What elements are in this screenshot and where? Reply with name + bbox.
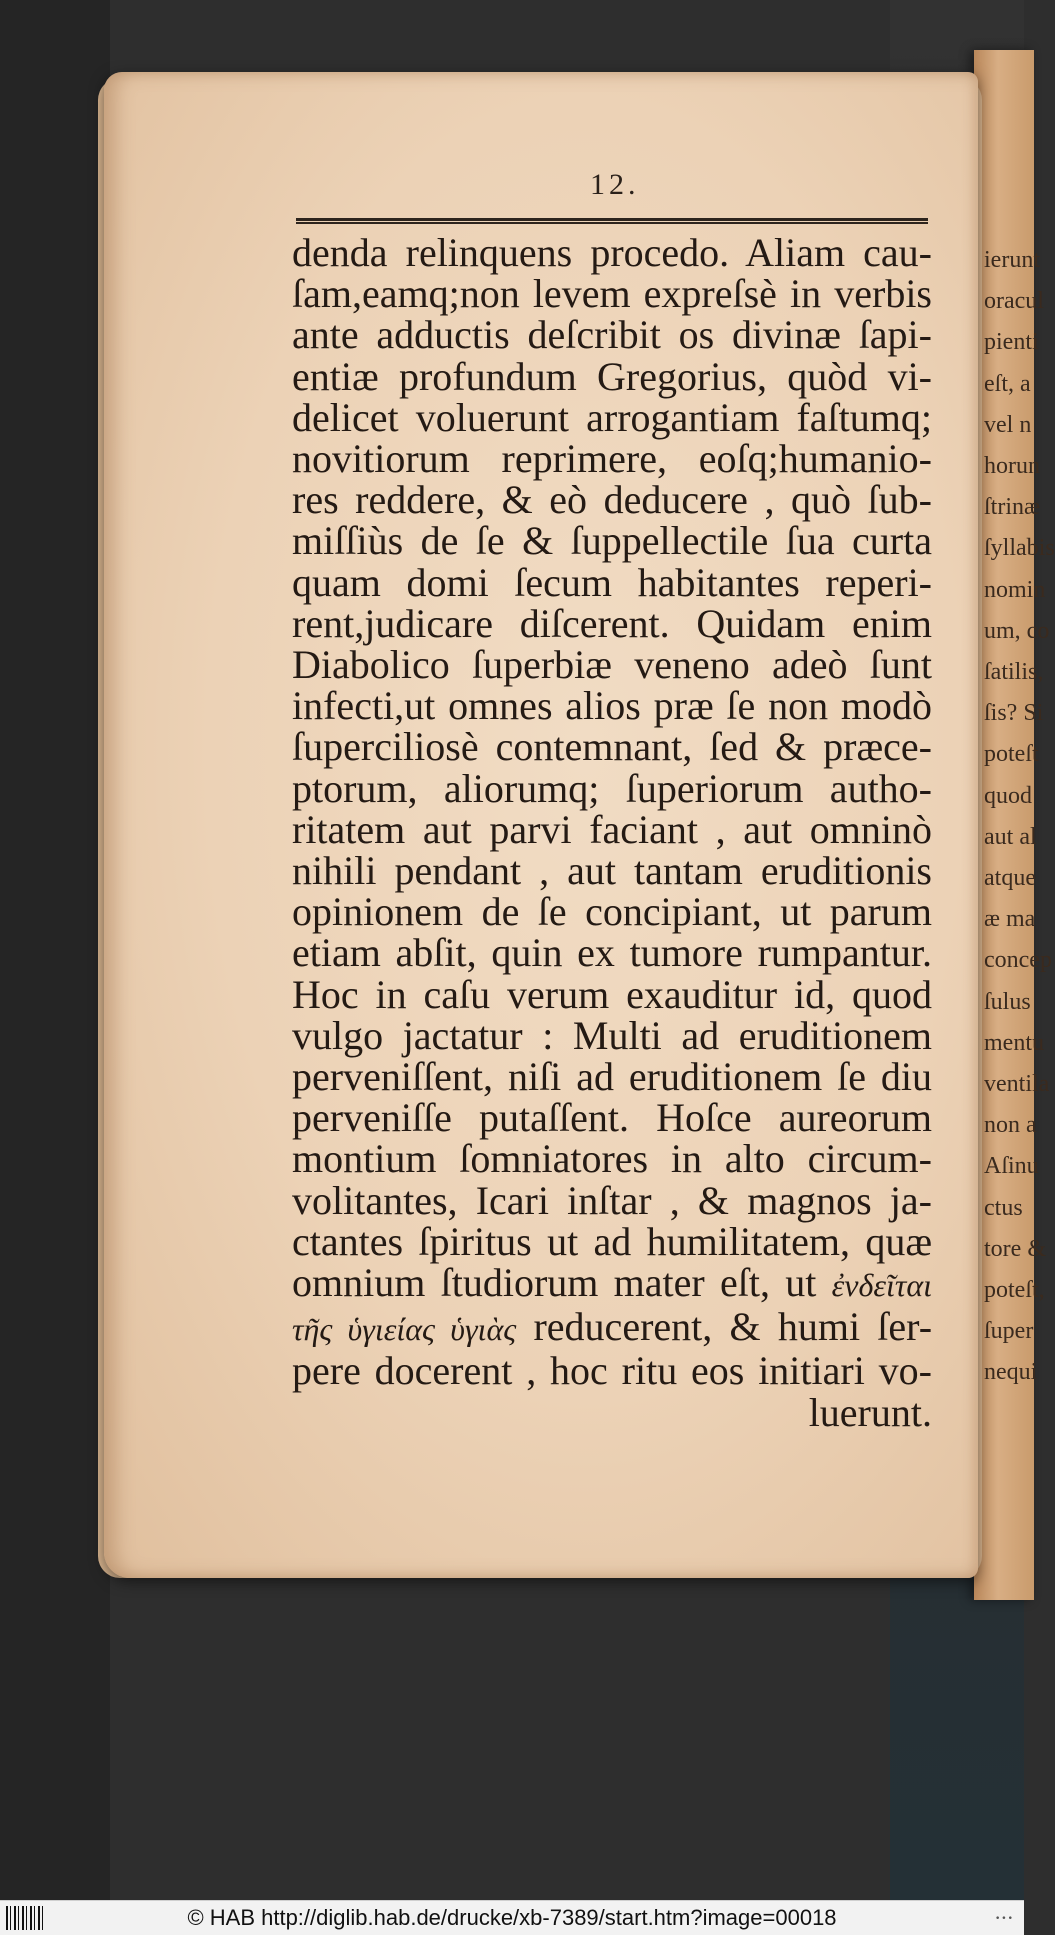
text-line: perveniſſe putaſſent. Hoſce aureorum [292,1095,932,1141]
facing-page-fragment: æ ma [984,906,1036,933]
text-line: miſſiùs de ſe & ſuppellectile ſua curta [292,518,932,564]
facing-page-fragment: horun [984,453,1040,480]
facing-page-text [984,240,1055,1394]
viewer-footer [0,1900,1024,1935]
text-line: perveniſſent, niſi ad eruditionem ſe diu [292,1054,932,1100]
facing-page-fragment: concep [984,947,1052,974]
text-line: Hoc in caſu verum exauditur id, quod [292,971,932,1017]
text-line: Diabolico ſuperbiæ veneno adeò ſunt [292,642,932,688]
text-line: ptorum, aliorumq; ſuperiorum autho- [292,765,932,811]
facing-page-fragment: tore & [984,1235,1046,1262]
text-line-with-greek [292,1262,932,1306]
facing-page-fragment: vel n [984,411,1032,438]
facing-page-fragment: ierunt [984,247,1040,273]
greek-phrase-2: τῆς ὑγιείας ὑγιὰς [292,1311,517,1348]
facing-page-fragment: poteſt [984,741,1039,768]
facing-page-fragment: ſyllabis [984,535,1055,562]
text-line: nihili pendant , aut tantam eruditionis [292,848,932,894]
facing-page-fragment: atque [984,865,1036,892]
text-line: entiæ profundum Gregorius, quòd vi- [292,353,932,399]
facing-page-fragment: mentu [984,1029,1044,1056]
scan-background-left [0,0,110,1900]
facing-page-fragment: ſatilis, [984,659,1044,686]
text-line: delicet voluerunt arrogantiam faſtumq; [292,394,932,440]
facing-page-fragment: quod [984,782,1032,809]
facing-page-fragment: ctus [984,1194,1023,1221]
dots-icon: ••• [995,1914,1014,1924]
facing-page-fragment: eſt, a [984,370,1031,397]
facing-page-fragment: non a [984,1112,1037,1139]
text-line: res reddere, & eò deducere , quò ſub- [292,477,932,523]
text-fragment: reducerent, & humi ſer- [533,1304,933,1350]
greek-phrase-1: ἐνδεῖται [831,1267,932,1304]
facing-page-fragment: aut al [984,823,1037,850]
facing-page-fragment: ventila [984,1071,1050,1098]
text-line: vulgo jactatur : Multi ad eruditionem [292,1012,932,1058]
text-line: novitiorum reprimere, eoſq;humanio- [292,436,932,482]
text-line-final: luerunt. [808,1389,932,1435]
page-number: 12. [590,168,640,201]
text-line: pere docerent , hoc ritu eos initiari vo- [292,1348,932,1394]
facing-page-fragment: poteſt, [984,1277,1045,1304]
text-line: ante adductis deſcribit os divinæ ſapi- [292,312,932,358]
facing-page-fragment: ſis? Si [984,700,1044,727]
text-fragment: omnium ſtudiorum mater eſt, ut [292,1260,817,1306]
text-line: ſam,eamq;non levem expreſsè in verbis [292,271,932,317]
text-line: ritatem aut parvi faciant , aut omninò [292,806,932,852]
text-line: quam domi ſecum habitantes reperi- [292,559,932,605]
facing-page-fragment: Aſinu [984,1153,1039,1180]
text-line: denda relinquens procedo. Aliam cau- [292,230,932,275]
text-line: montium ſomniatores in alto circum- [292,1136,932,1182]
facing-page-fragment: um, co [984,617,1050,644]
text-line-with-greek [292,1306,932,1350]
facing-page-fragment: ſulus [984,988,1031,1015]
text-line: opinionem de ſe concipiant, ut parum [292,889,932,935]
text-line: ſuperciliosè contemnant, ſed & præce- [292,724,932,770]
text-line: infecti,ut omnes alios præ ſe non modò [292,683,932,729]
facing-page-fragment: nomin [984,576,1046,603]
header-rule [296,218,928,224]
facing-page [974,50,1055,1600]
facing-page-fragment: ſtrinæ [984,494,1041,521]
facing-page-fragment: oracul [984,288,1044,315]
facing-page-fragment: pienti [984,329,1039,356]
text-line: volitantes, Icari inſtar , & magnos ja- [292,1177,932,1223]
facing-page-fragment: ſuper [984,1318,1034,1345]
footer-copyright-url: © HAB http://diglib.hab.de/drucke/xb-7389/start.htm?image=00018 [187,1905,837,1930]
text-line: ctantes ſpiritus ut ad humilitatem, quæ [292,1218,932,1264]
text-line: rent,judicare diſcerent. Quidam enim [292,600,932,646]
text-line: etiam abſit, quin ex tumore rumpantur. [292,930,932,976]
body-text [292,232,932,1433]
facing-page-fragment: nequi [984,1359,1038,1386]
